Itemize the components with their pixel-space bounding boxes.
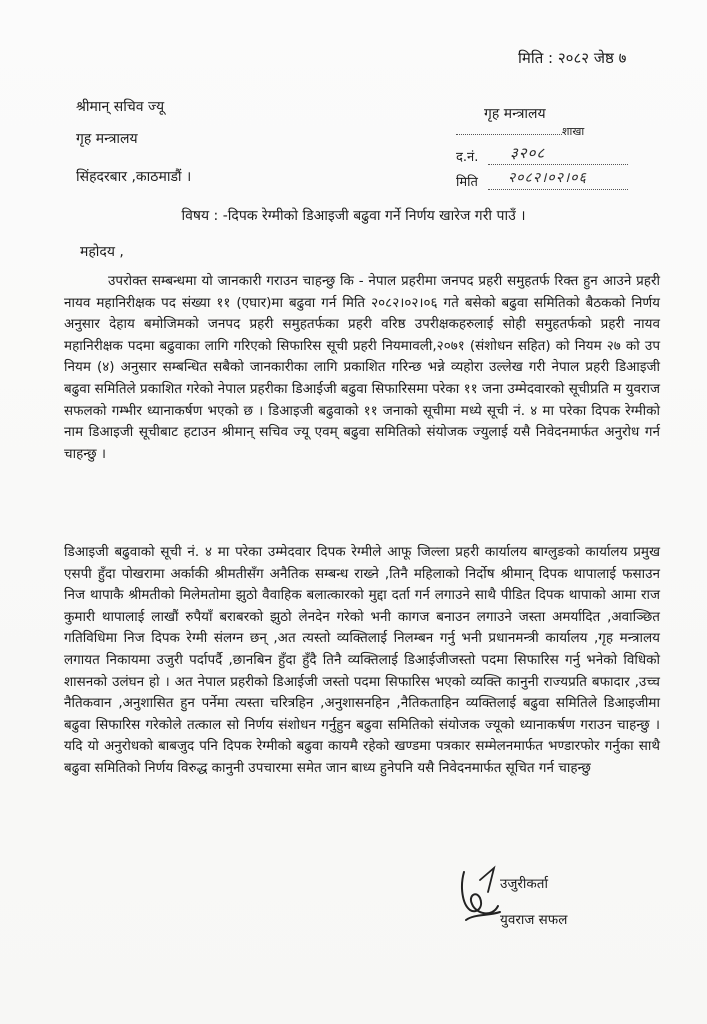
recipient-office: गृह मन्त्रालय [76, 131, 138, 147]
stamp-darta-label: द.नं. [456, 150, 479, 165]
stamp-darta-number: ३२०८ [510, 144, 546, 162]
handwritten-signature [458, 862, 506, 932]
signature-role: उजुरीकर्ता [500, 876, 548, 892]
recipient-title: श्रीमान् सचिव ज्यू [76, 99, 165, 115]
letter-subject: विषय : -दिपक रेग्मीको डिआइजी बढुवा गर्ने निर्णय खारेज गरी पाउँ । [181, 208, 526, 224]
stamp-section-suffix: शाखा [562, 125, 585, 138]
recipient-address: सिंहदरबार ,काठमाडौं । [76, 169, 192, 185]
body-paragraph-2: डिआइजी बढुवाको सूची नं. ४ मा परेका उम्मेदवार दिपक रेग्मीले आफू जिल्ला प्रहरी कार्यालय बाग्लुङको कार्यालय प्रमुख एसपी हुँदा पोखरामा अर्काकी श्रीमतीसँग अनैतिक सम्बन्ध राख्ने ,तिनै महिलाको निर्दोष श्रीमान् दिपक थापालाई फसाउन निज थापाकै श्रीमतीको मिलेमतोमा झुठो वैवाहिक बलात्कारको मुद्दा दर्ता गर्न लगाउने साथै पीडित दिपक थापाको आमा राज कुमारी थापालाई लाखौं रुपैयाँ बराबरको झुठो लेनदेन गरेको भनी कागज बनाउन लगाउने जस्ता अमर्यादित ,अवाञ्छित गतिविधिमा निज दिपक रेग्मी संलग्न छन् ,अत त्यस्तो व्यक्तिलाई निलम्बन गर्नु भनी प्रधानमन्त्री कार्यालय ,गृह मन्त्रालय लगायत निकायमा उजुरी पर्दापर्दै ,छानबिन हुँदा हुँदै तिनै व्यक्तिलाई डिआईजीजस्तो पदमा सिफारिस गर्नु भनेको विधिको शासनको उलंघन हो । अत नेपाल प्रहरीको डिआईजी जस्तो पदमा सिफारिस भएको व्यक्ति कानुनी राज्यप्रति बफादार ,उच्च नैतिकवान ,अनुशासित हुन पर्नेमा त्यस्ता चरित्रहिन ,अनुशासनहिन ,नैतिकताहिन व्यक्तिलाई बढुवा समितिले डिआइजीमा बढुवा सिफारिस गरेकोले तत्काल सो निर्णय संशोधन गर्नुहुन बढुवा समितिको संयोजक ज्यूको ध्यानाकर्षण गराउन चाहन्छु । यदि यो अनुरोधको बाबजुद पनि दिपक रेग्मीको बढुवा कायमै रहेको खण्डमा पत्रकार सम्मेलनमार्फत भण्डारफोर गर्नुका साथै बढुवा समितिको निर्णय विरुद्ध कानुनी उपचारमा समेत जान बाध्य हुनेपनि यसै निवेदनमार्फत सूचित गर्न चाहन्छु [64, 544, 660, 776]
stamp-date-value: २०८२।०२।०६ [508, 170, 587, 186]
salutation: महोदय , [80, 244, 124, 260]
stamp-date-line [488, 189, 628, 190]
body-paragraph-1: उपरोक्त सम्बन्धमा यो जानकारी गराउन चाहन्छु कि - नेपाल प्रहरीमा जनपद प्रहरी समुहतर्फ रिक्त हुन आउने प्रहरी नायव महानिरीक्षक पद संख्या ११ (एघार)मा बढुवा गर्न मिति २०८२।०२।०६ गते बसेको बढुवा समितिको बैठकको निर्णय अनुसार देहाय बमोजिमको जनपद प्रहरी समुहतर्फका प्रहरी वरिष्ठ उपरीक्षकहरुलाई सोही समुहतर्फको प्रहरी नायव महानिरीक्षक पदमा बढुवाका लागि गरिएको सिफारिस सूची प्रहरी नियमावली,२०७१ (संशोधन सहित) को नियम २७ को उप नियम (४) अनुसार सम्बन्धित सबैको जानकारीका लागि प्रकाशित गरिन्छ भन्ने व्यहोरा उल्लेख गरी नेपाल प्रहरी डिआइजी बढुवा समितिले प्रकाशित गरेको नेपाल प्रहरीका डिआईजी बढुवा सिफारिसमा परेका ११ जना उम्मेदवारको सूचीप्रति म युवराज सफलको गम्भीर ध्यानाकर्षण भएको छ । डिआइजी बढुवाको ११ जनाको सूचीमा मध्ये सूची नं. ४ मा परेका दिपक रेग्मीको नाम डिआइजी सूचीबाट हटाउन श्रीमान् सचिव ज्यू एवम् बढुवा समितिको संयोजक ज्युलाई यसै निवेदनमार्फत अनुरोध गर्न चाहन्छु । [64, 273, 660, 462]
stamp-section-line [456, 134, 562, 135]
signature-name: युवराज सफल [500, 912, 568, 928]
stamp-office: गृह मन्त्रालय [484, 106, 546, 122]
stamp-darta-line [488, 164, 628, 165]
letter-date: मिति : २०८२ जेष्ठ ७ [518, 49, 627, 67]
stamp-date-label: मिति [456, 175, 478, 190]
